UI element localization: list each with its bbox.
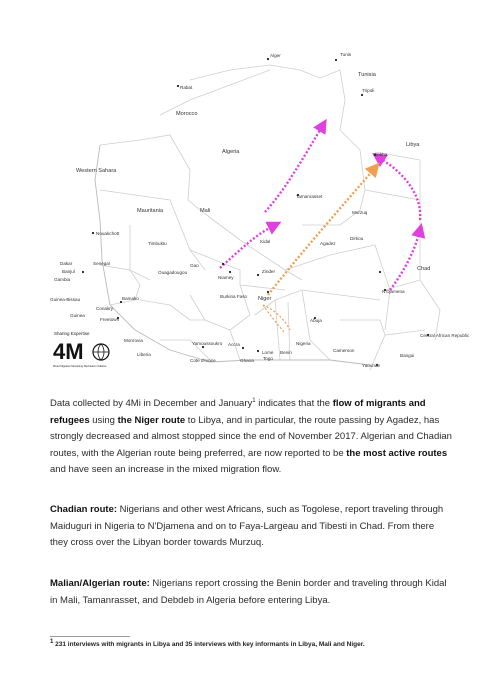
label-guinea: Guinea [70,313,85,318]
intro-text-1: Data collected by 4Mi in December and January [50,398,253,409]
label-western-sahara: Western Sahara [76,168,117,174]
label-bamako: Bamako [122,296,139,301]
label-ghana: Ghana [240,358,254,363]
label-dakar: Dakar [60,261,73,266]
label-burkina: Burkina Faso [220,294,248,299]
label-cameroon: Cameroon [333,348,355,353]
map-svg [40,40,470,380]
label-abuja: Abuja [310,318,322,323]
label-senegal: Senegal [93,261,110,266]
label-yaounde: Yaounde [362,363,381,368]
label-monrovia: Monrovia [124,338,143,343]
label-tunis: Tunis [340,52,352,57]
paragraph-malian-route [50,576,452,609]
intro-text-5: and have seen an increase in the mixed migration flow. [50,464,282,475]
label-conakry: Conakry [96,306,114,311]
intro-text-4: to Libya, and in particular, the route passing by Agadez, has strongly decreased and almost stopped since the end of November 2017. Algerian and Chadian routes, with the Algerian route being preferred, are now reported to be [50,414,452,459]
label-nigeria: Nigeria [296,341,311,346]
footnote [50,638,470,648]
label-dirkou: Dirkou [350,236,364,241]
label-yamoussoukro: Yamoussoukro [192,341,223,346]
intro-text-3: using [89,414,118,426]
route-chad-libya-arrow [378,157,420,220]
label-cote-ivoire: Cote d'Ivoire [190,358,216,363]
label-murzuq: Murzuq [352,210,368,215]
label-benin: Benin [280,350,292,355]
label-zinder: Zinder [262,269,276,274]
label-algeria: Algeria [222,149,240,155]
label-tamanrasset: Tamanrasset [296,194,323,199]
migration-route-map [40,40,470,380]
label-rabat: Rabat [180,85,193,90]
map-labels [50,52,470,368]
4m-logo [51,332,131,372]
label-banjul: Banjul [62,269,75,274]
label-gambia: Gambia [54,277,71,282]
logo-subtext: Mixed Migration Monitoring Mechanism Initiative [53,365,107,368]
label-agadez: Agadez [320,241,336,246]
label-guinea-bissau: Guinea-Bissau [50,297,81,302]
footnote-ref: 1 [252,397,256,404]
label-tunisia: Tunisia [358,72,376,78]
chadian-route-heading: Chadian route: [50,504,118,515]
footnote-number: 1 [50,638,54,645]
route-niger-arrow [268,168,375,295]
logo-banner: Sharing Expertise [54,331,90,336]
label-liberia: Liberia [137,352,151,357]
intro-bold-3: the most active routes [346,447,448,459]
intro-bold-1: flow of migrants and refugees [50,398,426,426]
label-niamey: Niamey [218,275,234,280]
label-accra: Accra [228,342,240,347]
footnote-text: 231 interviews with migrants in Libya and 35 interviews with key informants in Libya, Mali and Niger. [53,641,365,648]
label-gao: Gao [190,263,199,268]
paragraph-intro [50,396,452,479]
label-niger: Niger [258,296,272,302]
footnote-divider [50,636,130,637]
label-sebha: Sebha [374,152,388,157]
label-lome: Lome [262,350,274,355]
malian-route-heading: Malian/Algerian route: [50,578,150,589]
label-mauritania: Mauritania [137,208,164,214]
intro-bold-2: the Niger route [117,414,186,426]
label-mali: Mali [200,208,211,214]
route-niger-south [263,305,284,332]
label-libya: Libya [406,142,420,148]
label-freetown: Freetown [100,317,120,322]
label-ndjamena: N'Djamena [382,289,405,294]
label-togo: Togo [263,356,273,361]
label-morocco: Morocco [176,111,198,117]
chadian-route-body: Nigerians and other west Africans, such as Togolese, report traveling through Maiduguri in Nigeria to N'Djamena and on to Faya-Largeau and Tibesti in Chad. From there they cross over the Libyan border towards Murzuq. [50,504,444,548]
paragraph-chadian-route [50,502,452,552]
label-algiers: Alger [270,53,281,58]
country-borders [100,65,440,370]
label-chad: Chad [417,266,431,272]
label-kidal: Kidal [260,239,271,244]
label-ouagadougou: Ouagadougou [158,270,188,275]
label-car: Central African Republic [420,333,470,338]
label-timbuktu: Timbuktu [148,241,167,246]
logo-text: 4M [53,339,84,364]
label-bangui: Bangui [400,353,415,358]
malian-route-body: Nigerians report crossing the Benin border and traveling through Kidal in Mali, Tamanrasset, and Debdeb in Algeria before entering Libya. [50,578,447,606]
intro-text-2: indicates that the [255,398,333,409]
label-nouakchott: Nouakchott [96,231,120,236]
label-tripoli: Tripoli [362,88,375,93]
